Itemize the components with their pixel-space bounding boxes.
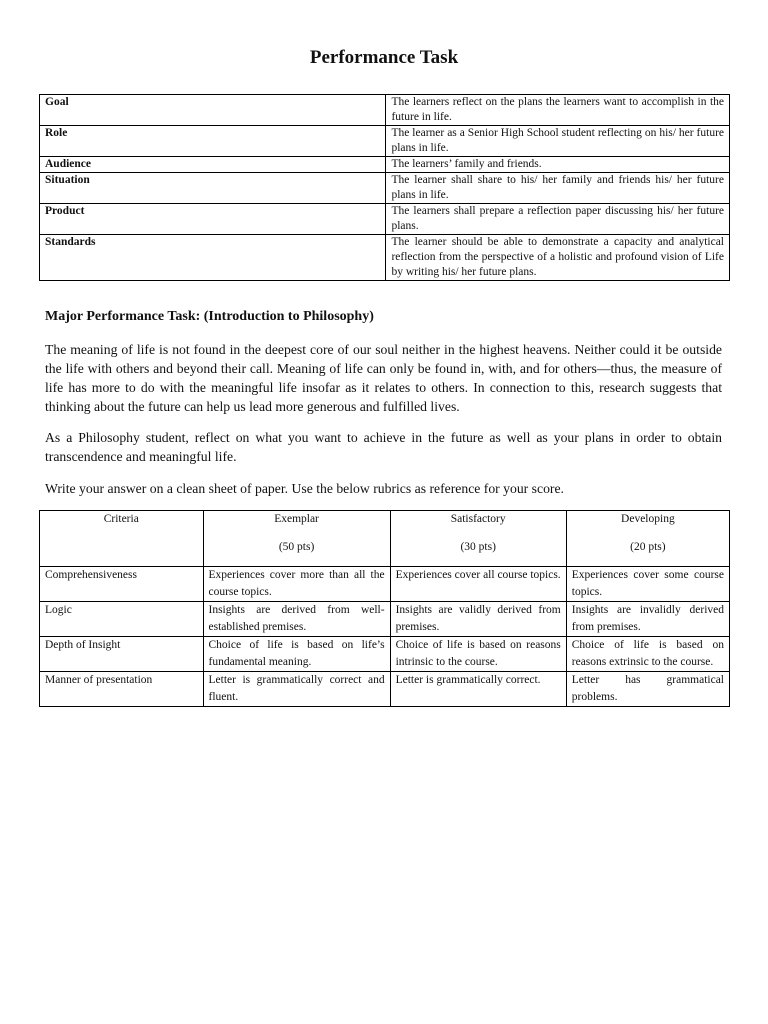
gras-row-audience [40, 157, 730, 173]
gras-row-product [40, 204, 730, 235]
rubric-developing-cell: Experiences cover some course topics. [566, 567, 729, 602]
rubric-header-points: (30 pts) [460, 541, 496, 553]
gras-value: The learner as a Senior High School student reflecting on his/ her future plans in life. [386, 126, 730, 157]
gras-value: The learner should be able to demonstrate a capacity and analytical reflection from the perspective of a holistic and profound vision of Life by writing his/ her future plans. [386, 235, 730, 281]
rubric-criterion: Comprehensiveness [40, 567, 204, 602]
gras-row-situation [40, 173, 730, 204]
gras-label: Role [40, 126, 386, 157]
rubric-header-developing [566, 511, 729, 567]
paragraph-meaning-of-life: The meaning of life is not found in the deepest core of our soul neither in the highest heavens. Neither could it be outside the life with others and beyond their call. Meaning of life can only be found in, with, and for others—thus, the measure of life has more to do with the meaningful life insofar as it relates to others. In connection to this, research suggests that thinking about the future can help us lead more generous and fulfilled lives. [45, 342, 722, 414]
rubric-row [40, 672, 730, 707]
rubric-header-row [40, 511, 730, 567]
rubric-header-label: Satisfactory [450, 513, 506, 525]
rubric-header-exemplar [203, 511, 390, 567]
rubric-header-label: Criteria [103, 513, 139, 525]
rubric-header-points: (20 pts) [630, 541, 666, 553]
gras-value: The learner shall share to his/ her family and friends his/ her future plans in life. [386, 173, 730, 204]
rubric-header-label: Exemplar [274, 513, 319, 525]
gras-row-standards [40, 235, 730, 281]
rubric-developing-cell: Choice of life is based on reasons extrinsic to the course. [566, 637, 729, 672]
gras-value: The learners reflect on the plans the learners want to accomplish in the future in life. [386, 95, 730, 126]
paragraph-reflection-prompt: As a Philosophy student, reflect on what you want to achieve in the future as well as your plans in order to obtain transcendence and meaningful life. [45, 430, 722, 464]
rubric-row [40, 602, 730, 637]
gras-row-goal [40, 95, 730, 126]
rubric-header-criteria [40, 511, 204, 567]
gras-label: Standards [40, 235, 386, 281]
gras-value: The learners shall prepare a reflection paper discussing his/ her future plans. [386, 204, 730, 235]
rubric-satisfactory-cell: Letter is grammatically correct. [390, 672, 566, 707]
rubric-header-points: (50 pts) [278, 541, 315, 553]
rubric-criterion: Depth of Insight [40, 637, 204, 672]
gras-label: Product [40, 204, 386, 235]
rubric-satisfactory-cell: Choice of life is based on reasons intrinsic to the course. [390, 637, 566, 672]
rubric-row [40, 567, 730, 602]
gras-label: Goal [40, 95, 386, 126]
gras-value: The learners’ family and friends. [386, 157, 730, 173]
rubric-developing-cell: Letter has grammatical problems. [566, 672, 729, 707]
major-task-heading: Major Performance Task: (Introduction to Philosophy) [45, 309, 374, 324]
paragraph-instructions: Write your answer on a clean sheet of paper. Use the below rubrics as reference for your score. [45, 481, 564, 496]
rubric-table [39, 510, 730, 707]
rubric-satisfactory-cell: Experiences cover all course topics. [390, 567, 566, 602]
rubric-exemplar-cell: Letter is grammatically correct and fluent. [203, 672, 390, 707]
gras-label: Audience [40, 157, 386, 173]
rubric-header-label: Developing [621, 513, 675, 525]
rubric-exemplar-cell: Experiences cover more than all the course topics. [203, 567, 390, 602]
rubric-header-satisfactory [390, 511, 566, 567]
gras-table [39, 94, 730, 281]
rubric-criterion: Logic [40, 602, 204, 637]
gras-row-role [40, 126, 730, 157]
rubric-exemplar-cell: Choice of life is based on life’s fundamental meaning. [203, 637, 390, 672]
rubric-developing-cell: Insights are invalidly derived from premises. [566, 602, 729, 637]
gras-label: Situation [40, 173, 386, 204]
rubric-satisfactory-cell: Insights are validly derived from premises. [390, 602, 566, 637]
rubric-exemplar-cell: Insights are derived from well-established premises. [203, 602, 390, 637]
rubric-row [40, 637, 730, 672]
page-title: Performance Task [309, 47, 459, 68]
rubric-criterion: Manner of presentation [40, 672, 204, 707]
